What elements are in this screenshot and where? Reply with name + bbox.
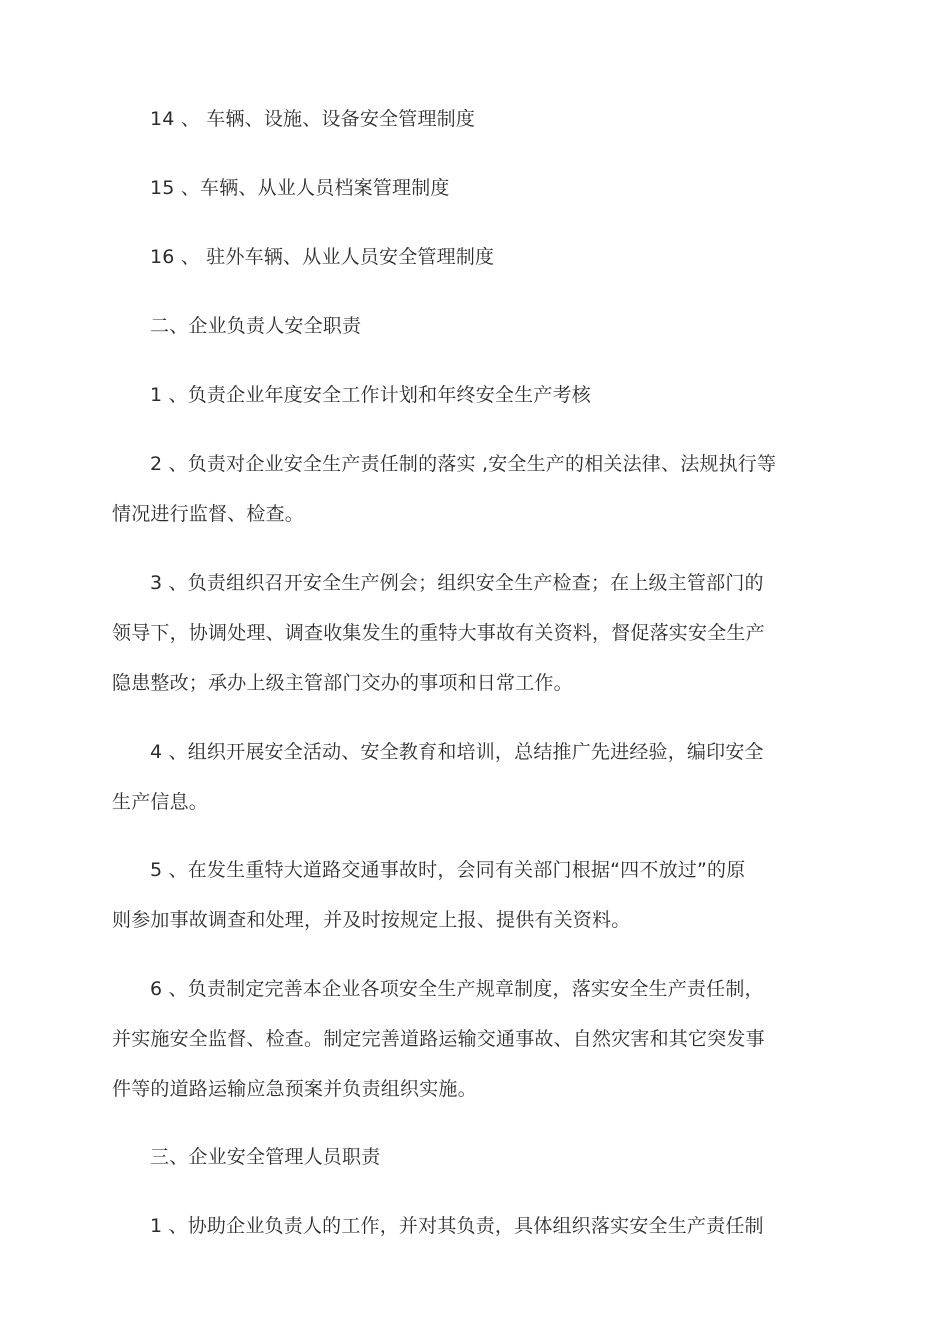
text-line: 15 、车辆、从业人员档案管理制度 [150,177,450,199]
section-heading-3 [112,1132,778,1182]
paragraph-duty-2 [112,439,778,539]
section-heading-2 [112,301,778,351]
text-line: 二、企业负责人安全职责 [150,315,362,337]
text-line: 1 、协助企业负责人的工作，并对其负责，具体组织落实安全生产责任制 [150,1215,764,1237]
text-line: 则参加事故调查和处理，并及时按规定上报、提供有关资料。 [112,909,631,931]
text-line: 隐患整改；承办上级主管部门交办的事项和日常工作。 [112,672,573,694]
text-line: 并实施安全监督、检查。制定完善道路运输交通事故、自然灾害和其它突发事 [112,1028,765,1050]
paragraph-duty-4 [112,727,778,827]
text-line: 三、企业安全管理人员职责 [150,1146,381,1168]
text-line: 情况进行监督、检查。 [112,503,305,525]
text-line: 件等的道路运输应急预案并负责组织实施。 [112,1078,477,1100]
paragraph-duty-6 [112,964,778,1114]
text-line: 2 、负责对企业安全生产责任制的落实 ,安全生产的相关法律、法规执行等 [150,453,777,475]
text-line: 3 、负责组织召开安全生产例会；组织安全生产检查；在上级主管部门的 [150,572,764,594]
paragraph-duty-1 [112,370,778,420]
text-line: 生产信息。 [112,791,209,813]
text-line: 领导下，协调处理、调查收集发生的重特大事故有关资料，督促落实安全生产 [112,622,765,644]
paragraph-duty-5 [112,845,778,945]
text-line: 4 、组织开展安全活动、安全教育和培训，总结推广先进经验，编印安全 [150,741,764,763]
paragraph-item-16 [112,232,778,282]
paragraph-item-14 [112,94,778,144]
paragraph-manager-duty-1 [112,1201,778,1251]
paragraph-duty-3 [112,558,778,708]
text-line: 1 、负责企业年度安全工作计划和年终安全生产考核 [150,384,591,406]
text-line: 14 、 车辆、设施、设备安全管理制度 [150,108,476,130]
text-line: 16 、 驻外车辆、从业人员安全管理制度 [150,246,495,268]
paragraph-item-15 [112,163,778,213]
text-line: 6 、负责制定完善本企业各项安全生产规章制度，落实安全生产责任制， [150,978,764,1000]
text-line: 5 、在发生重特大道路交通事故时，会同有关部门根据“四不放过”的原 [150,859,746,881]
